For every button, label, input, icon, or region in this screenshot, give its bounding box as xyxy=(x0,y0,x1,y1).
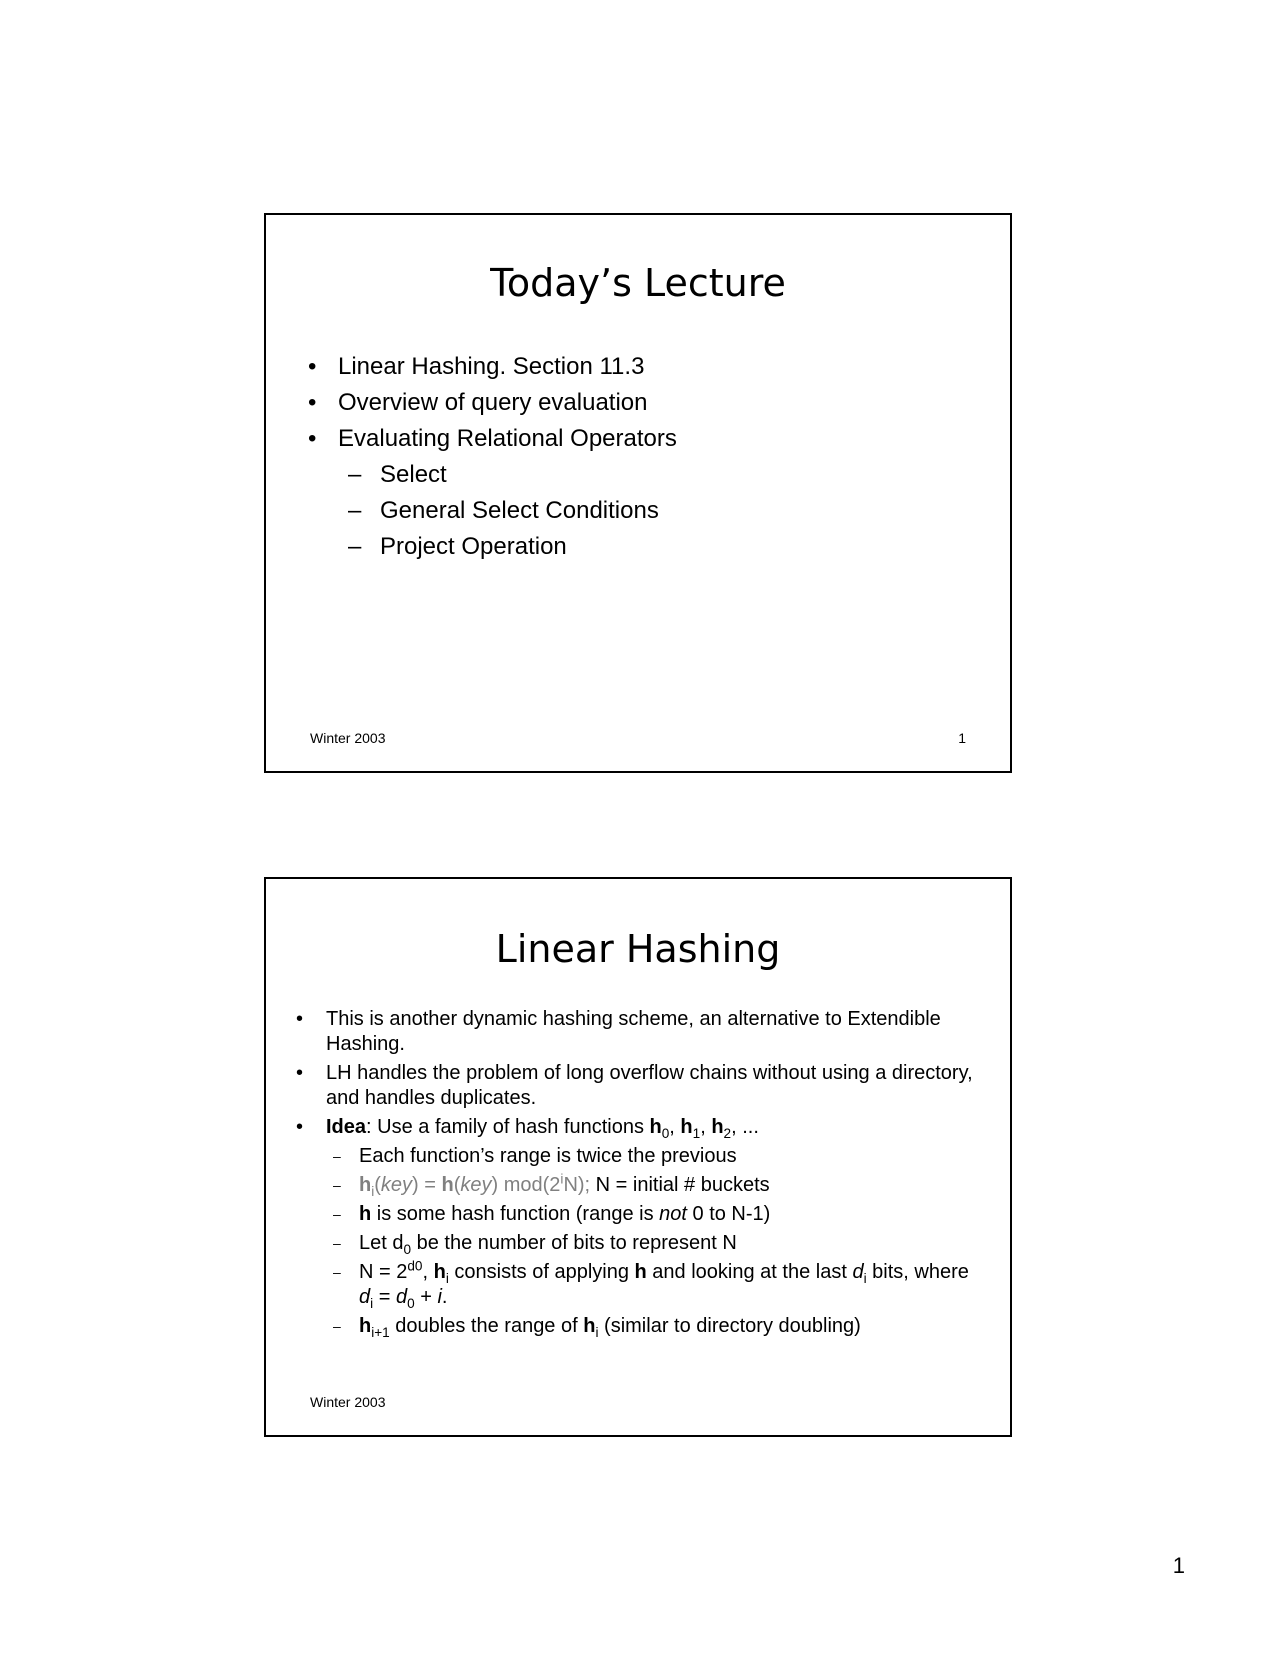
list-item-text: , ... xyxy=(731,1116,759,1138)
list-item-text: doubles the range of xyxy=(389,1315,584,1337)
subscript: i xyxy=(371,1184,375,1199)
formula-var: d xyxy=(359,1286,371,1308)
list-item-text: Select xyxy=(380,461,447,488)
list-item-text: is some hash function (range is xyxy=(371,1203,660,1225)
formula-text: = xyxy=(373,1286,396,1308)
formula-var: key xyxy=(460,1174,492,1196)
idea-label: Idea xyxy=(326,1116,367,1138)
list-item-text: Overview of query evaluation xyxy=(338,389,648,416)
list-item-text: (similar to directory doubling) xyxy=(598,1315,861,1337)
list-item xyxy=(296,1115,986,1140)
list-item xyxy=(308,349,677,385)
hash-fn-symbol: h xyxy=(649,1116,662,1138)
sub-list-item xyxy=(296,1173,986,1198)
bullet-marker: • xyxy=(308,425,317,452)
list-item-text: General Select Conditions xyxy=(380,497,659,524)
formula-text: N); xyxy=(563,1174,591,1196)
hash-fn-symbol: h xyxy=(680,1116,693,1138)
formula-text: ( xyxy=(374,1174,381,1196)
slide-footer-date: Winter 2003 xyxy=(310,1394,386,1410)
hash-fn-symbol: h xyxy=(634,1261,647,1283)
bullet-marker: • xyxy=(308,353,317,380)
sub-list-item xyxy=(308,457,677,493)
page-number: 1 xyxy=(1172,1553,1185,1578)
hash-formula xyxy=(359,1171,591,1199)
subscript: 0 xyxy=(407,1296,415,1311)
list-item xyxy=(296,1007,986,1057)
slide-title: Linear Hashing xyxy=(495,927,781,971)
separator: , xyxy=(422,1261,434,1283)
list-item xyxy=(296,1061,986,1111)
list-item-text: This is another dynamic hashing scheme, an alternative to Extendible Hashing. xyxy=(326,1008,941,1055)
sub-list-item xyxy=(308,529,677,565)
separator: , xyxy=(700,1116,712,1138)
dash-marker: – xyxy=(333,1318,341,1334)
subscript: 2 xyxy=(723,1126,732,1141)
list-item-text: consists of applying xyxy=(448,1261,635,1283)
bullet-marker: • xyxy=(296,1116,304,1138)
list-item-text: Each function’s range is twice the previous xyxy=(359,1145,737,1167)
bullet-list xyxy=(296,1007,986,1343)
formula-text: ( xyxy=(453,1174,461,1196)
list-item xyxy=(308,421,677,457)
formula-var: d xyxy=(395,1286,408,1308)
dash-marker: – xyxy=(348,497,362,524)
dash-marker: – xyxy=(348,533,362,560)
hash-fn-symbol: h xyxy=(441,1174,454,1196)
list-item-text: Let d xyxy=(359,1232,404,1254)
sub-list-item xyxy=(296,1231,986,1256)
list-item-text: N = initial # buckets xyxy=(590,1174,770,1196)
superscript: d0 xyxy=(407,1258,423,1274)
list-item-text: be the number of bits to represent N xyxy=(411,1232,737,1254)
hash-fn-symbol: h xyxy=(433,1261,446,1283)
subscript: i xyxy=(445,1271,449,1286)
slide-number: 1 xyxy=(958,730,966,746)
formula-text: . xyxy=(441,1286,448,1308)
hash-fn-symbol: h xyxy=(359,1203,372,1225)
list-item-text: Evaluating Relational Operators xyxy=(338,425,677,452)
subscript: i+1 xyxy=(371,1325,390,1340)
subscript: i xyxy=(370,1296,374,1311)
list-item-text: Linear Hashing. Section 11.3 xyxy=(338,353,645,380)
slide-title: Today’s Lecture xyxy=(490,261,786,305)
slide-footer-date: Winter 2003 xyxy=(310,730,386,746)
bullet-marker: • xyxy=(308,389,317,416)
hash-fn-symbol: h xyxy=(359,1174,372,1196)
sub-list-item xyxy=(296,1144,986,1169)
hash-fn-symbol: h xyxy=(359,1315,372,1337)
dash-marker: – xyxy=(333,1177,341,1193)
formula-text: ) = xyxy=(412,1174,442,1196)
subscript: 0 xyxy=(661,1126,670,1141)
superscript: i xyxy=(560,1171,564,1187)
emphasis-text: not xyxy=(659,1203,687,1225)
separator: , xyxy=(669,1116,681,1138)
formula-text: ) mod(2 xyxy=(491,1174,561,1196)
list-item xyxy=(308,385,677,421)
list-item-text: Project Operation xyxy=(380,533,567,560)
subscript: 0 xyxy=(403,1242,412,1257)
hash-fn-symbol: h xyxy=(711,1116,724,1138)
subscript: i xyxy=(595,1325,599,1340)
dash-marker: – xyxy=(333,1148,341,1164)
dash-marker: – xyxy=(333,1235,341,1251)
list-item-text: LH handles the problem of long overflow chains without using a directory, and handles duplicates. xyxy=(326,1062,973,1109)
bullet-marker: • xyxy=(296,1008,304,1030)
bullet-list xyxy=(308,349,677,565)
list-item-text: N = 2 xyxy=(359,1261,408,1283)
sub-list-item xyxy=(296,1314,986,1339)
subscript: i xyxy=(863,1271,867,1286)
list-item-text: : Use a family of hash functions xyxy=(366,1116,650,1138)
dash-marker: – xyxy=(333,1206,341,1222)
slide-2 xyxy=(264,877,1012,1437)
slide-1 xyxy=(264,213,1012,773)
sub-list-item xyxy=(296,1260,986,1310)
formula-var: key xyxy=(380,1174,413,1196)
dash-marker: – xyxy=(348,461,362,488)
dash-marker: – xyxy=(333,1264,341,1280)
bullet-marker: • xyxy=(296,1062,304,1084)
list-item-text: 0 to N-1) xyxy=(686,1203,771,1225)
sub-list-item xyxy=(308,493,677,529)
sub-list-item xyxy=(296,1202,986,1227)
subscript: 1 xyxy=(692,1126,701,1141)
formula-var: i xyxy=(437,1286,442,1308)
formula-var: d xyxy=(852,1261,864,1283)
list-item-text: bits, where xyxy=(866,1261,969,1283)
formula-text: + xyxy=(414,1286,438,1308)
hash-fn-symbol: h xyxy=(583,1315,596,1337)
list-item-text: and looking at the last xyxy=(646,1261,853,1283)
